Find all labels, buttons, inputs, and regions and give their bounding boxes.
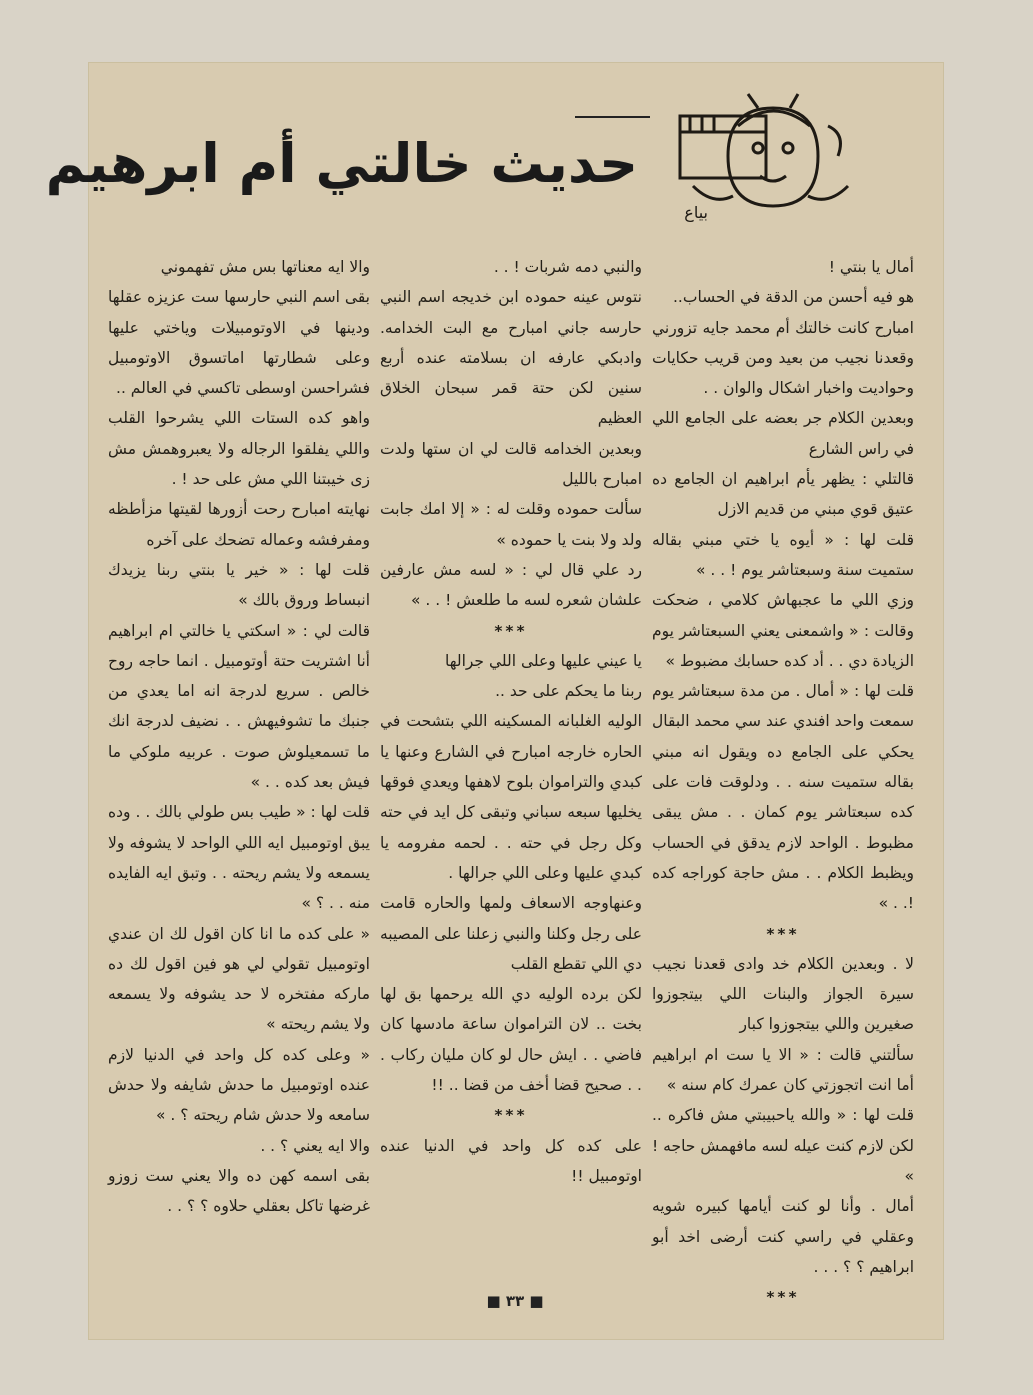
paragraph: قلت لها : « والله ياحبيبتي مش فاكره .. لكن لازم كنت عيله لسه مافهمش حاجه ! » (652, 1106, 914, 1185)
paragraph: وزي اللي ما عجبهاش كلامي ، ضحكت وقالت : « واشمعنى يعني السبعتاشر يوم الزيادة دي . . أد كده حسابك مضبوط » (652, 591, 914, 670)
paragraph: ربنا ما يحكم على حد .. (495, 682, 642, 701)
paragraph: الوليه الغلبانه المسكينه اللي بتشحت في الحاره خارجه امبارح في الشارع وعنها يا كبدي والتراموان بلوح لاهفها ويعدي فوقها يخليها سبعه سباني وتبقى كل ايد في حته وكل رجل في حته . . لحمه مفرومه يا كبدي عليها وعلى اللي جرالها . (380, 712, 642, 882)
paragraph: « وعلى كده كل واحد في الدنيا لازم عنده اوتومبيل ما حدش شايفه ولا حدش سامعه ولا حدش شام ريحته ؟ . » (108, 1045, 370, 1125)
paragraph: قلت لها : « أمال . من مدة سبعتاشر يوم سمعت واحد افندي عند سي محمد البقال يحكي على الجامع ده ويقول انه مبني بقاله ستميت سنه . . ودلوقت فات على كده سبعتاشر يوم كمان . . مش يبقى مظبوط . الواحد لازم يدقق في الحساب ويظبط الكلام . . مش حاجة كوراجه كده !. . » (652, 682, 914, 913)
paragraph: نتوس عينه حموده ابن خديجه اسم النبي حارسه جاني امبارح مع البت الخدامه. وادبكي عارفه ان بسلامته عنده أربع سنين لكن حتة قمر سبحان الخلاق العظيم (380, 288, 642, 428)
column-left (108, 252, 370, 1222)
paragraph: قالتلي : يظهر يأم ابراهيم ان الجامع ده عتيق قوي مبني من قديم الازل (652, 470, 914, 519)
paragraph: رد علي قال لي : « لسه مش عارفين علشان شعره لسه ما طلعش ! . . » (380, 560, 642, 610)
paragraph: واهو كده الستات اللي يشرحوا القلب واللي يفلقوا الرجاله ولا يعبروهمش مش زى خيبتنا اللي مش على حد ! . (108, 409, 370, 489)
paragraph: قلت لها : « أيوه يا ختي مبني بقاله ستميت سنة وسبعتاشر يوم ! . . » (652, 530, 914, 579)
paragraph: والنبي دمه شربات ! . . (493, 258, 642, 276)
paragraph: قالت لي : « اسكتي يا خالتي ام ابراهيم أنا اشتريت حتة أوتومبيل . انما حاجه روح خالص . سريع لدرجة انه اما يعدي من جنبك ما تشوفيهش . . نضيف لدرجة انك ما تسمعيلوش صوت . عربيه ملوكي ما فيش بعد كده . . » (108, 621, 370, 792)
section-separator: *** (766, 1288, 800, 1307)
paragraph: والا ايه معناتها بس مش تفهموني (160, 258, 370, 276)
paragraph: بقى اسمه كهن ده والا يعني ست زوزو غرضها تاكل بعقلي حلاوه ؟ ؟ . . (108, 1166, 370, 1216)
paragraph: قلت لها : « خير يا بنتي ربنا يزيدك انبساط وروق بالك » (108, 560, 370, 610)
section-separator: *** (494, 621, 528, 640)
paragraph: أمال . وأنا لو كنت أيامها كبيره شويه وعقلي في راسي كنت أرضى اخد أبو ابراهيم ؟ ؟ . . . (652, 1197, 914, 1276)
section-separator: *** (766, 924, 800, 943)
paragraph: وبعدين الكلام جر بعضه على الجامع اللي في راس الشارع (652, 409, 914, 458)
article-title: حديث خالتي أم ابرهيم (45, 132, 638, 195)
emblem-signature: بياع (684, 203, 708, 222)
paragraph: أمال يا بنتي ! (828, 258, 914, 276)
paragraph: هو فيه أحسن من الدقة في الحساب.. (673, 288, 914, 307)
paragraph: لا . وبعدين الكلام خد وادى قعدنا نجيب سيرة الجواز والبنات اللي بيتجوزوا صغيرين واللي بيتجوزوا كبار (652, 954, 914, 1034)
paragraph: بقى اسم النبي حارسها ست عزيزه عقلها ودينها في الاوتومبيلات وياختي عليها وعلى شطارتها اماتسوق الاوتومبيل فشراحسن اوسطى تاكسي في العالم .. (108, 288, 370, 398)
header-rule (575, 116, 650, 118)
paragraph: على كده كل واحد في الدنيا عنده اوتومبيل !! (380, 1136, 642, 1185)
paragraph: نهايته امبارح رحت أزورها لقيتها مزأطظه ومفرفشه وعماله تضحك على آخره (108, 500, 370, 549)
paragraph: وعنهاوجه الاسعاف ولمها والحاره قامت على رجل وكلنا والنبي زعلنا على المصيبه دي اللي تقطع القلب (380, 894, 642, 973)
paragraph: « على كده ما انا كان اقول لك ان عندي اوتومبيل تقولي لي هو فين اقول لك ده ماركه مفتخره لا حد يشوفه ولا يسمعه ولا يشم ريحته » (108, 924, 370, 1034)
paragraph: يا عيني عليها وعلى اللي جرالها (444, 651, 642, 670)
paragraph: قلت لها : « طيب بس طولي بالك . . وده يبق اوتومبيل ايه اللي الواحد لا يشوفه ولا يسمعه ولا يشم ريحته . . وتبق ايه الفايده منه . . ؟ » (108, 803, 370, 913)
paragraph: وبعدين الخدامه قالت لي ان ستها ولدت امبارح بالليل (380, 439, 642, 489)
page-number: ■ ٣٣ ■ (486, 1292, 544, 1310)
paragraph: والا ايه يعني ؟ . . (260, 1136, 370, 1155)
column-middle (380, 252, 642, 1191)
paragraph: امبارح كانت خالتك أم محمد جايه تزورني وقعدنا نجيب من بعيد ومن قريب حكايات وحواديت واخبار اشكال والوان . . (652, 318, 914, 398)
column-right (652, 252, 914, 1312)
paragraph: سألت حموده وقلت له : « إلا امك جابت ولد ولا بنت يا حموده » (380, 500, 642, 549)
cartoon-emblem-icon (668, 86, 858, 226)
paragraph: سألتني قالت : « الا يا ست ام ابراهيم أما انت اتجوزتي كان عمرك كام سنه » (652, 1045, 914, 1095)
section-separator: *** (494, 1106, 528, 1125)
paragraph: لكن برده الوليه دي الله يرحمها بق لها بخت .. لان التراموان ساعة مادسها كان فاضي . . ايش حال لو كان مليان ركاب . . . صحيح قضا أخف من قضا .. !! (380, 985, 642, 1095)
